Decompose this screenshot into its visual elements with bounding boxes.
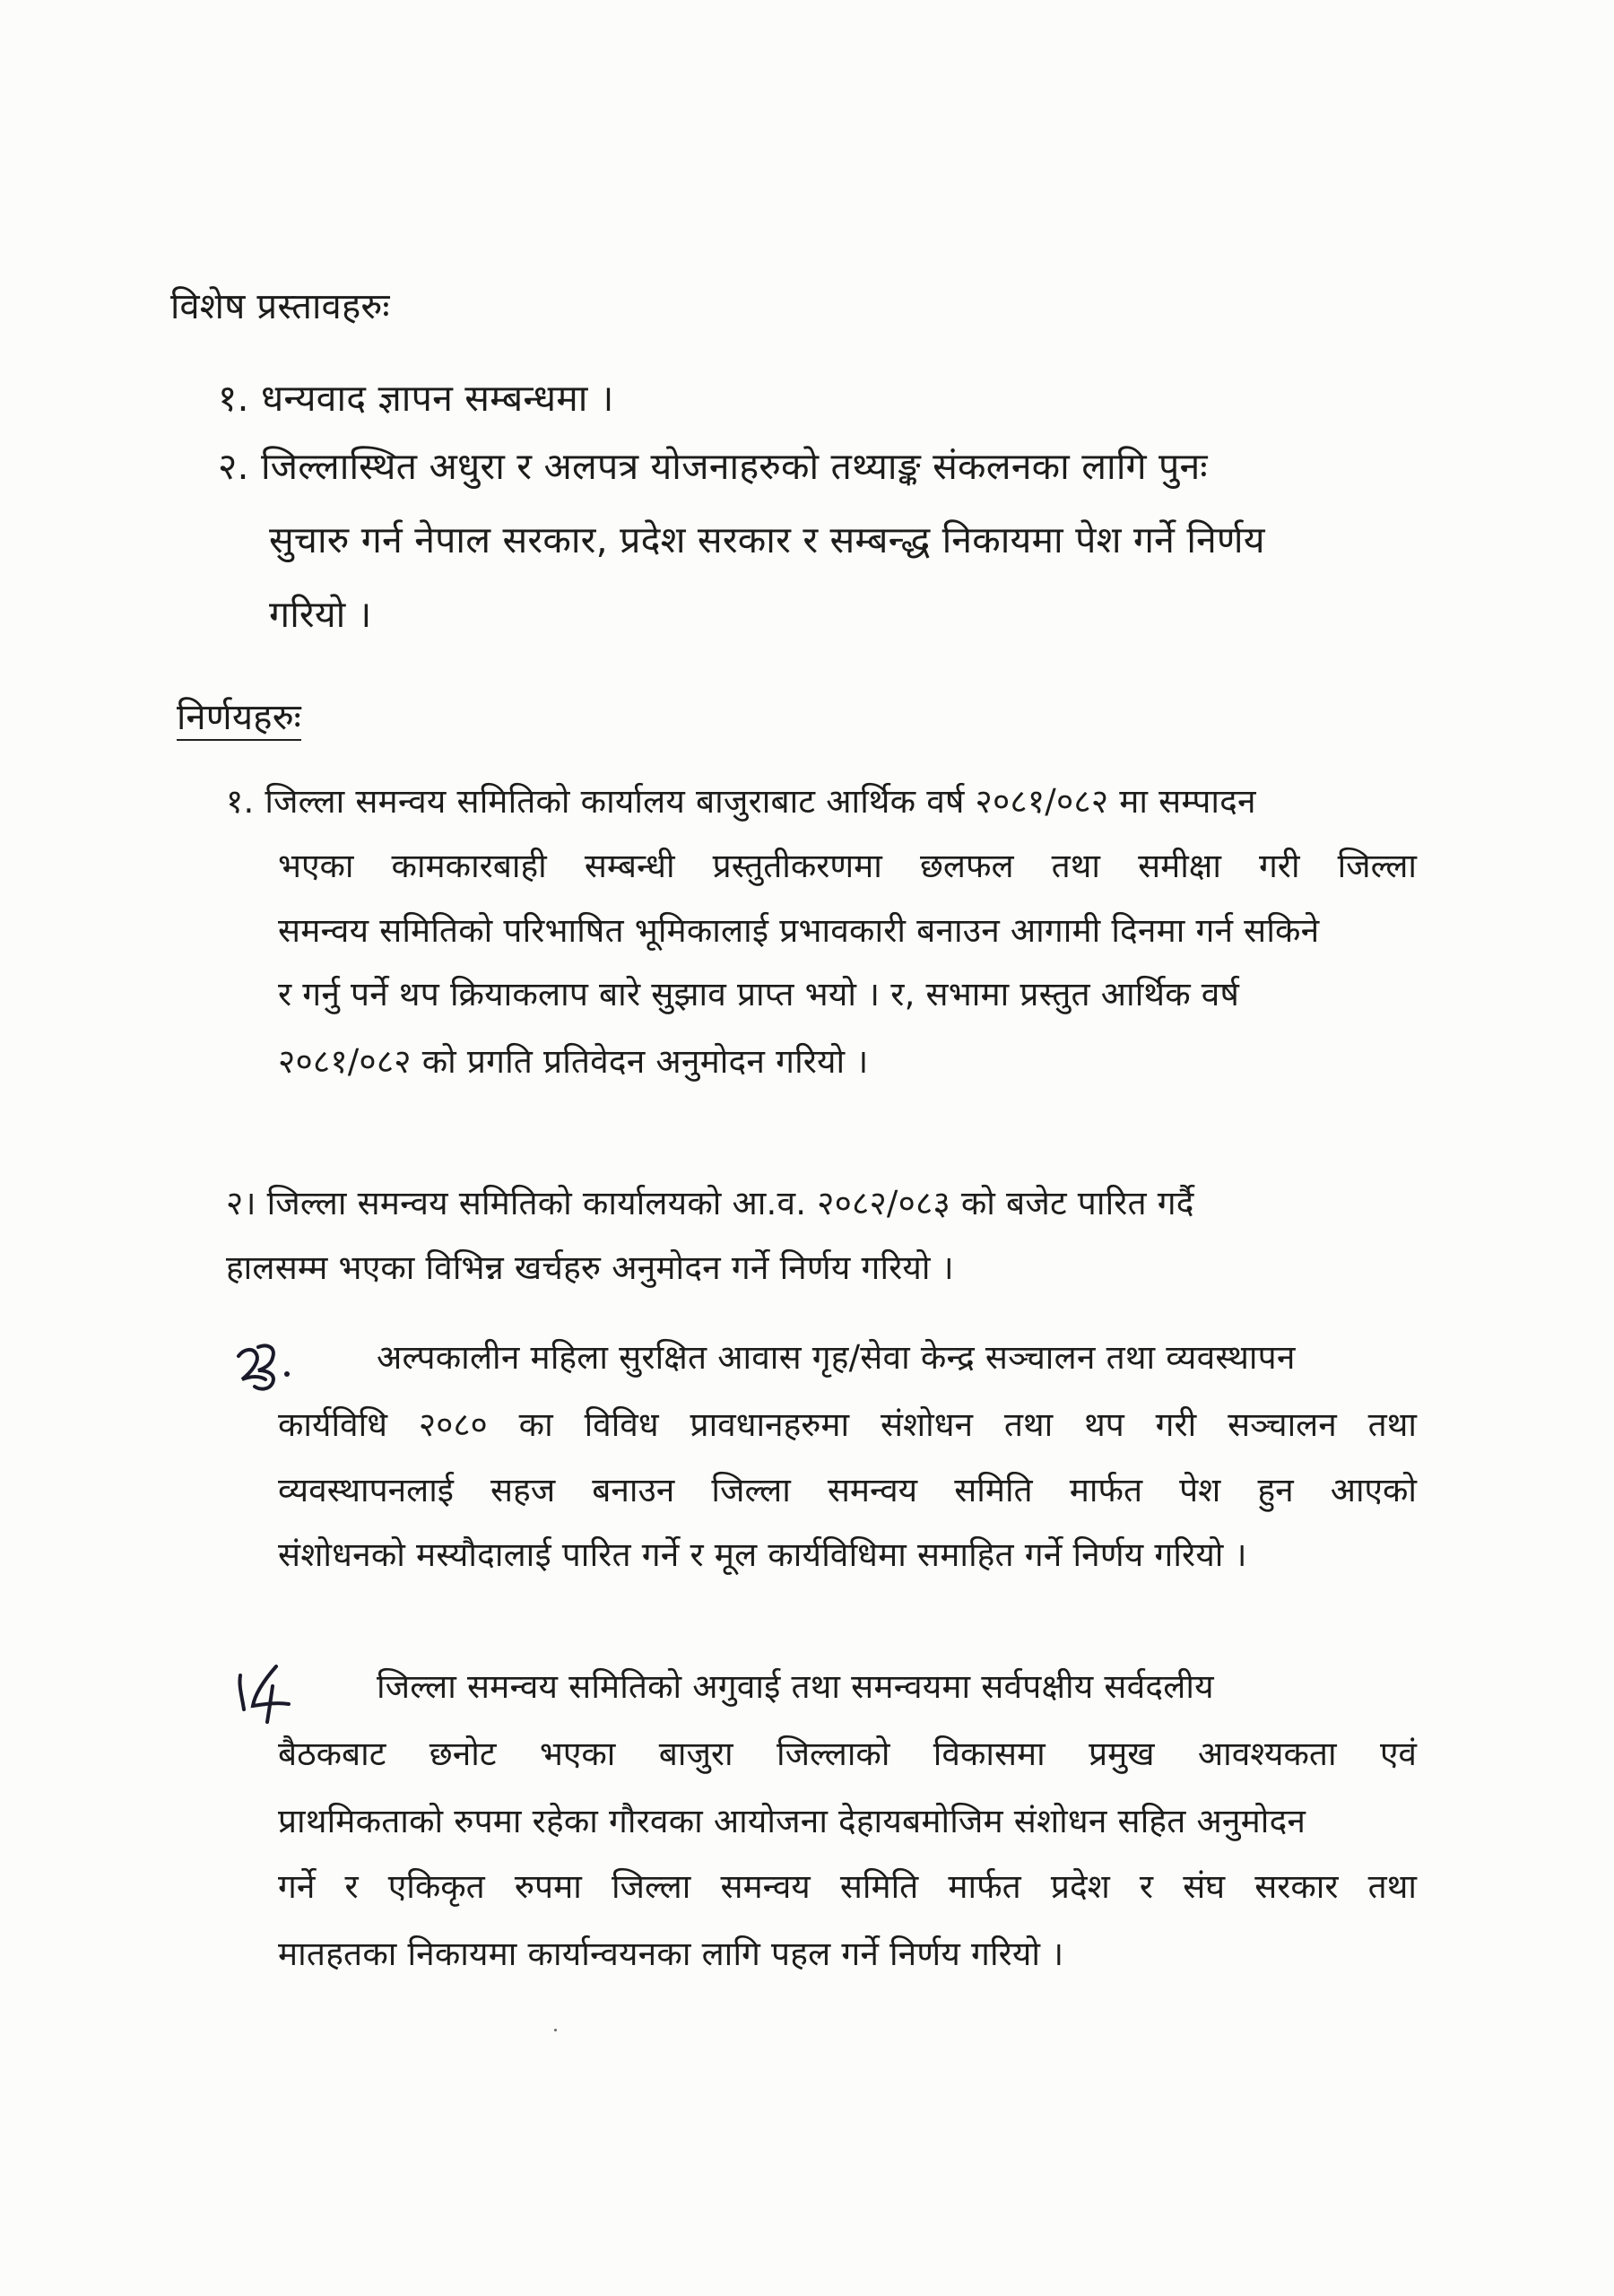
decision-4-line-4: गर्ने र एकिकृत रुपमा जिल्ला समन्वय समिति मार्फत प्रदेश र संघ सरकार तथा	[278, 1867, 1417, 1906]
handwritten-number-4-mark	[231, 1659, 303, 1731]
decision-1-line-1: १. जिल्ला समन्वय समितिको कार्यालय बाजुराबाट आर्थिक वर्ष २०८१/०८२ मा सम्पादन	[226, 782, 1256, 821]
decision-4-line-2: बैठकबाट छनोट भएका बाजुरा जिल्लाको विकासमा प्रमुख आवश्यकता एवं	[278, 1735, 1417, 1773]
decision-1-line-5: २०८१/०८२ को प्रगति प्रतिवेदन अनुमोदन गरियो ।	[278, 1042, 869, 1081]
decision-1-line-2: भएका कामकारबाही सम्बन्धी प्रस्तुतीकरणमा छलफल तथा समीक्षा गरी जिल्ला	[278, 847, 1417, 885]
decision-2-line-1: २। जिल्ला समन्वय समितिको कार्यालयको आ.व. २०८२/०८३ को बजेट पारित गर्दै	[226, 1184, 1194, 1222]
proposal-item-2-line-3: गरियो ।	[269, 593, 372, 636]
decision-3-line-2: कार्यविधि २०८० का विविध प्रावधानहरुमा संशोधन तथा थप गरी सञ्चालन तथा	[278, 1405, 1417, 1444]
decision-3-line-3: व्यवस्थापनलाई सहज बनाउन जिल्ला समन्वय समिति मार्फत पेश हुन आएको	[278, 1471, 1417, 1509]
decision-4-line-1: जिल्ला समन्वय समितिको अगुवाई तथा समन्वयमा सर्वपक्षीय सर्वदलीय	[377, 1667, 1214, 1706]
decision-1-line-3: समन्वय समितिको परिभाषित भूमिकालाई प्रभावकारी बनाउन आगामी दिनमा गर्न सकिने	[278, 911, 1320, 950]
special-proposals-heading: विशेष प्रस्तावहरुः	[170, 286, 390, 327]
stray-ink-dot	[554, 2029, 557, 2031]
proposal-item-2-line-2: सुचारु गर्न नेपाल सरकार, प्रदेश सरकार र सम्बन्द्ध निकायमा पेश गर्ने निर्णय	[269, 518, 1265, 561]
handwritten-number-3-mark	[231, 1336, 303, 1399]
decision-3-line-1: अल्पकालीन महिला सुरक्षित आवास गृह/सेवा केन्द्र सञ्चालन तथा व्यवस्थापन	[377, 1338, 1296, 1377]
proposal-item-2-line-1: २. जिल्लास्थित अधुरा र अलपत्र योजनाहरुको तथ्याङ्क संकलनका लागि पुनः	[218, 445, 1208, 488]
decision-4-line-5: मातहतका निकायमा कार्यान्वयनका लागि पहल गर्ने निर्णय गरियो ।	[278, 1935, 1064, 1973]
proposal-item-1: १. धन्यवाद ज्ञापन सम्बन्धमा ।	[218, 377, 614, 420]
decisions-heading: निर्णयहरुः	[177, 700, 301, 741]
decision-4-line-3: प्राथमिकताको रुपमा रहेका गौरवका आयोजना देहायबमोजिम संशोधन सहित अनुमोदन	[278, 1802, 1306, 1840]
decision-1-line-4: र गर्नु पर्ने थप क्रियाकलाप बारे सुझाव प्राप्त भयो । र, सभामा प्रस्तुत आर्थिक वर्ष	[278, 975, 1240, 1013]
decision-3-line-4: संशोधनको मस्यौदालाई पारित गर्ने र मूल कार्यविधिमा समाहित गर्ने निर्णय गरियो ।	[278, 1535, 1247, 1574]
decision-2-line-2: हालसम्म भएका विभिन्न खर्चहरु अनुमोदन गर्ने निर्णय गरियो ।	[226, 1248, 954, 1287]
